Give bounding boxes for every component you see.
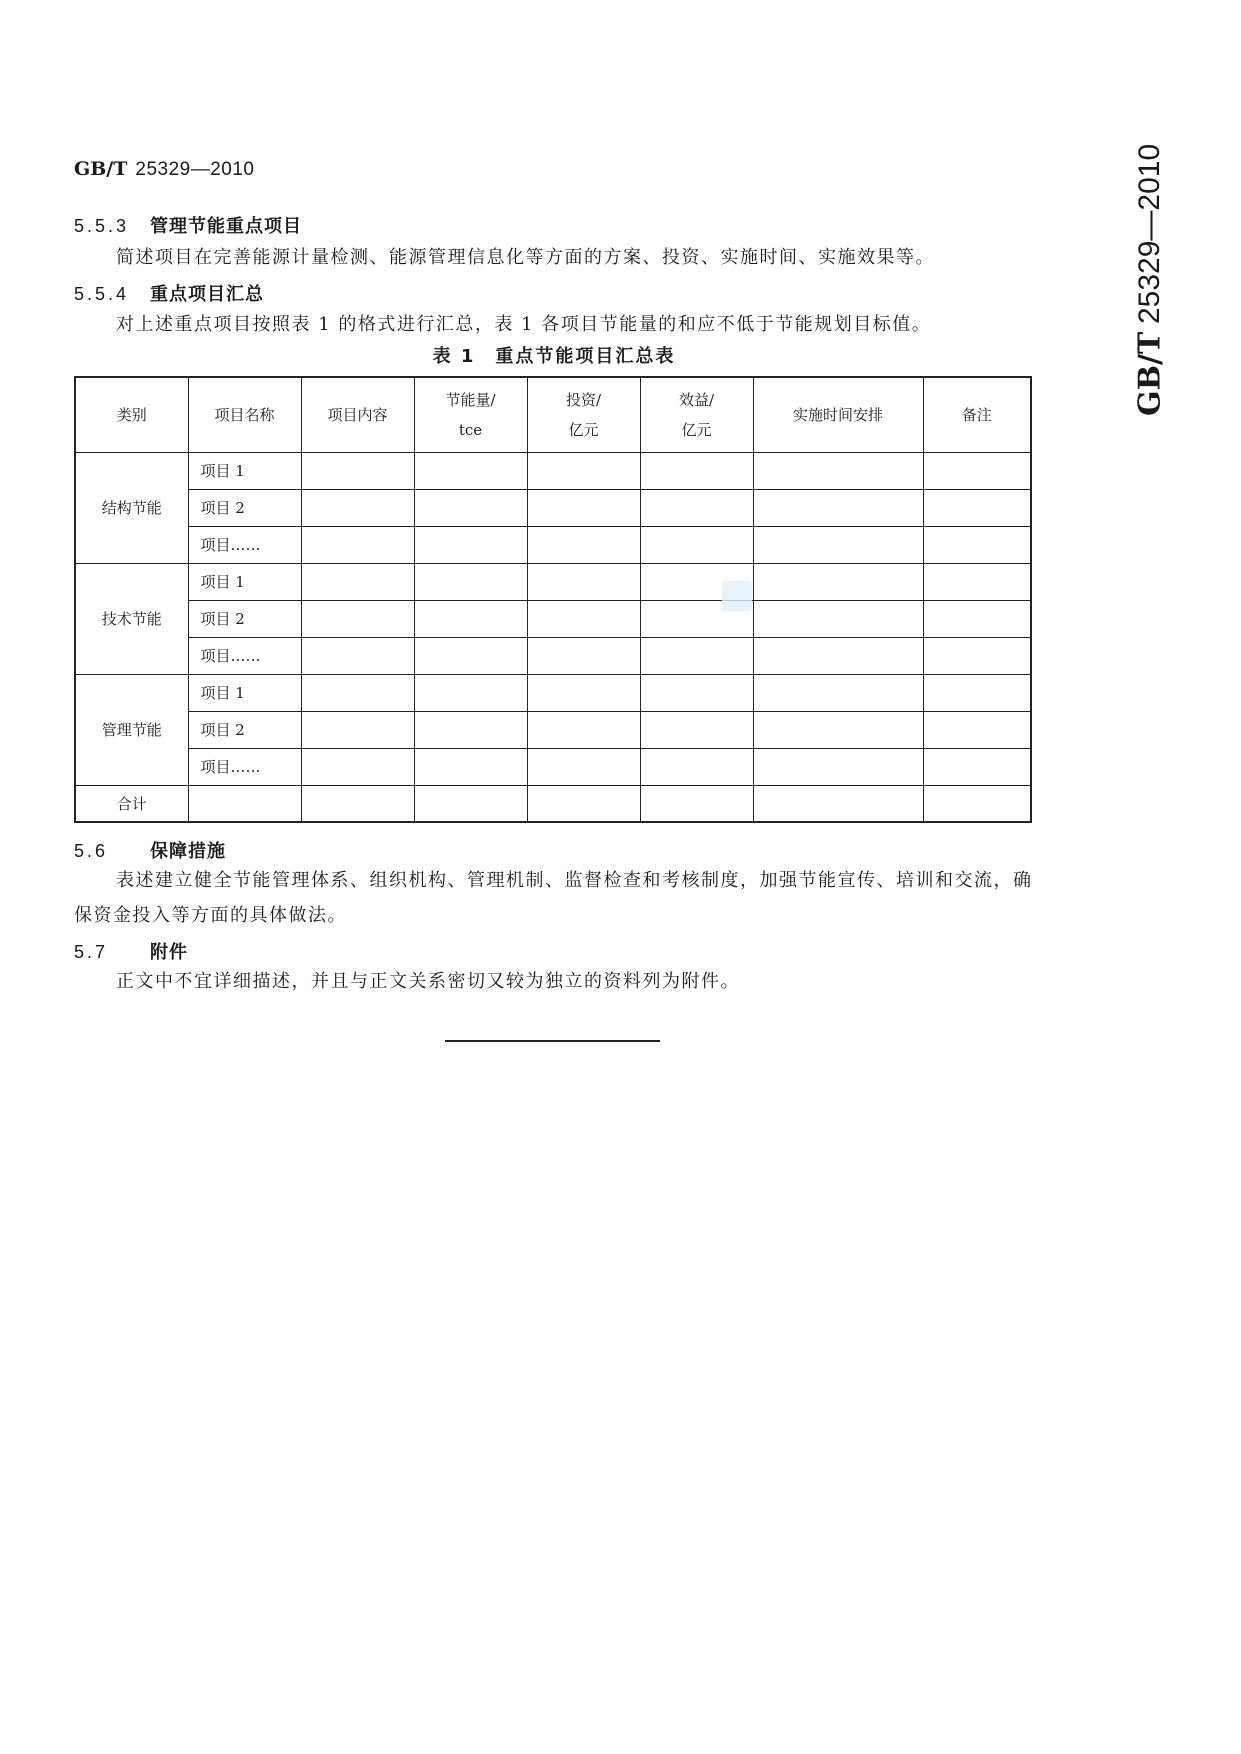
empty-cell bbox=[640, 637, 753, 674]
empty-cell bbox=[527, 674, 640, 711]
empty-cell bbox=[527, 563, 640, 600]
section-number: 5.6 bbox=[74, 841, 109, 861]
table-row bbox=[75, 600, 1031, 637]
empty-cell bbox=[753, 526, 923, 563]
empty-cell bbox=[923, 748, 1031, 785]
empty-cell bbox=[640, 489, 753, 526]
empty-cell bbox=[753, 748, 923, 785]
empty-cell bbox=[753, 637, 923, 674]
empty-cell bbox=[923, 489, 1031, 526]
empty-cell bbox=[414, 526, 527, 563]
project-name-cell: 项目…… bbox=[188, 748, 301, 785]
empty-cell bbox=[527, 785, 640, 822]
table-row bbox=[75, 711, 1031, 748]
empty-cell bbox=[923, 526, 1031, 563]
end-rule bbox=[445, 1040, 660, 1042]
empty-cell bbox=[301, 785, 414, 822]
section-text-5-6: 表述建立健全节能管理体系、组织机构、管理机制、监督检查和考核制度，加强节能宣传、培训和交流，确保资金投入等方面的具体做法。 bbox=[74, 870, 1033, 926]
section-text-5-5-4: 对上述重点项目按照表 1 的格式进行汇总，表 1 各项目节能量的和应不低于节能规划目标值。 bbox=[116, 314, 932, 335]
empty-cell bbox=[923, 711, 1031, 748]
empty-cell bbox=[640, 674, 753, 711]
table-row bbox=[75, 674, 1031, 711]
project-name-cell: 项目 1 bbox=[188, 563, 301, 600]
header-energy-saving-unit: tce bbox=[458, 420, 483, 439]
section-text-5-7: 正文中不宜详细描述，并且与正文关系密切又较为独立的资料列为附件。 bbox=[116, 971, 740, 992]
table-row bbox=[75, 526, 1031, 563]
section-heading-5-5-3 bbox=[74, 212, 302, 238]
empty-cell bbox=[414, 452, 527, 489]
total-label-cell: 合计 bbox=[75, 785, 188, 822]
project-name-cell: 项目 1 bbox=[188, 674, 301, 711]
empty-cell bbox=[414, 748, 527, 785]
empty-cell bbox=[301, 637, 414, 674]
empty-cell bbox=[527, 711, 640, 748]
section-number: 5.7 bbox=[74, 942, 109, 962]
empty-cell bbox=[301, 748, 414, 785]
header-energy-saving bbox=[414, 377, 527, 452]
empty-cell bbox=[188, 785, 301, 822]
empty-cell bbox=[301, 526, 414, 563]
section-title: 管理节能重点项目 bbox=[150, 216, 302, 237]
section-number: 5.5.3 bbox=[74, 216, 130, 236]
empty-cell bbox=[640, 526, 753, 563]
empty-cell bbox=[753, 600, 923, 637]
header-schedule: 实施时间安排 bbox=[753, 377, 923, 452]
empty-cell bbox=[923, 785, 1031, 822]
category-cell: 管理节能 bbox=[75, 674, 188, 785]
section-heading-5-7 bbox=[74, 938, 188, 964]
empty-cell bbox=[414, 637, 527, 674]
table-row bbox=[75, 489, 1031, 526]
empty-cell bbox=[923, 452, 1031, 489]
section-title: 重点项目汇总 bbox=[150, 284, 264, 305]
empty-cell bbox=[923, 563, 1031, 600]
empty-cell bbox=[301, 452, 414, 489]
side-std-code: GB/T bbox=[1132, 331, 1168, 417]
project-name-cell: 项目…… bbox=[188, 637, 301, 674]
empty-cell bbox=[414, 711, 527, 748]
empty-cell bbox=[527, 526, 640, 563]
project-name-cell: 项目…… bbox=[188, 526, 301, 563]
section-number: 5.5.4 bbox=[74, 284, 130, 304]
table-caption: 表 1 重点节能项目汇总表 bbox=[432, 346, 676, 367]
empty-cell bbox=[301, 674, 414, 711]
empty-cell bbox=[301, 600, 414, 637]
header-investment-line1: 投资/ bbox=[565, 390, 602, 409]
empty-cell bbox=[753, 711, 923, 748]
empty-cell bbox=[923, 600, 1031, 637]
side-standard-label bbox=[1120, 143, 1180, 417]
empty-cell bbox=[923, 674, 1031, 711]
project-name-cell: 项目 2 bbox=[188, 711, 301, 748]
empty-cell bbox=[527, 748, 640, 785]
empty-cell bbox=[527, 637, 640, 674]
table-row bbox=[75, 748, 1031, 785]
section-text-5-5-3: 简述项目在完善能源计量检测、能源管理信息化等方面的方案、投资、实施时间、实施效果等。 bbox=[116, 247, 935, 268]
empty-cell bbox=[414, 563, 527, 600]
table-row bbox=[75, 563, 1031, 600]
empty-cell bbox=[753, 563, 923, 600]
section-heading-5-6 bbox=[74, 837, 226, 863]
empty-cell bbox=[527, 452, 640, 489]
empty-cell bbox=[414, 674, 527, 711]
section-title: 附件 bbox=[150, 942, 188, 963]
project-name-cell: 项目 2 bbox=[188, 600, 301, 637]
header-investment bbox=[527, 377, 640, 452]
empty-cell bbox=[414, 785, 527, 822]
project-name-cell: 项目 2 bbox=[188, 489, 301, 526]
table-row bbox=[75, 637, 1031, 674]
empty-cell bbox=[753, 785, 923, 822]
empty-cell bbox=[527, 489, 640, 526]
watermark-icon bbox=[722, 581, 752, 611]
empty-cell bbox=[753, 489, 923, 526]
section-heading-5-5-4 bbox=[74, 280, 264, 306]
header-category: 类别 bbox=[75, 377, 188, 452]
empty-cell bbox=[640, 452, 753, 489]
empty-cell bbox=[301, 711, 414, 748]
header-project-name: 项目名称 bbox=[188, 377, 301, 452]
empty-cell bbox=[301, 489, 414, 526]
summary-table bbox=[74, 376, 1032, 823]
document-header bbox=[74, 158, 254, 181]
header-std-code: GB/T bbox=[74, 158, 128, 180]
table-total-row bbox=[75, 785, 1031, 822]
header-benefit-line1: 效益/ bbox=[678, 390, 715, 409]
table-row bbox=[75, 452, 1031, 489]
side-std-number: 25329—2010 bbox=[1133, 143, 1166, 324]
empty-cell bbox=[753, 674, 923, 711]
header-remark: 备注 bbox=[923, 377, 1031, 452]
header-benefit-unit: 亿元 bbox=[681, 420, 712, 439]
empty-cell bbox=[414, 600, 527, 637]
empty-cell bbox=[640, 785, 753, 822]
header-project-content: 项目内容 bbox=[301, 377, 414, 452]
table-header-row bbox=[75, 377, 1031, 452]
empty-cell bbox=[753, 452, 923, 489]
category-cell: 技术节能 bbox=[75, 563, 188, 674]
header-benefit bbox=[640, 377, 753, 452]
empty-cell bbox=[640, 748, 753, 785]
empty-cell bbox=[414, 489, 527, 526]
header-investment-unit: 亿元 bbox=[568, 420, 599, 439]
project-name-cell: 项目 1 bbox=[188, 452, 301, 489]
empty-cell bbox=[640, 711, 753, 748]
empty-cell bbox=[527, 600, 640, 637]
category-cell: 结构节能 bbox=[75, 452, 188, 563]
header-energy-saving-line1: 节能量/ bbox=[445, 390, 496, 409]
empty-cell bbox=[301, 563, 414, 600]
section-title: 保障措施 bbox=[150, 841, 226, 862]
header-std-number: 25329—2010 bbox=[135, 159, 255, 180]
empty-cell bbox=[923, 637, 1031, 674]
